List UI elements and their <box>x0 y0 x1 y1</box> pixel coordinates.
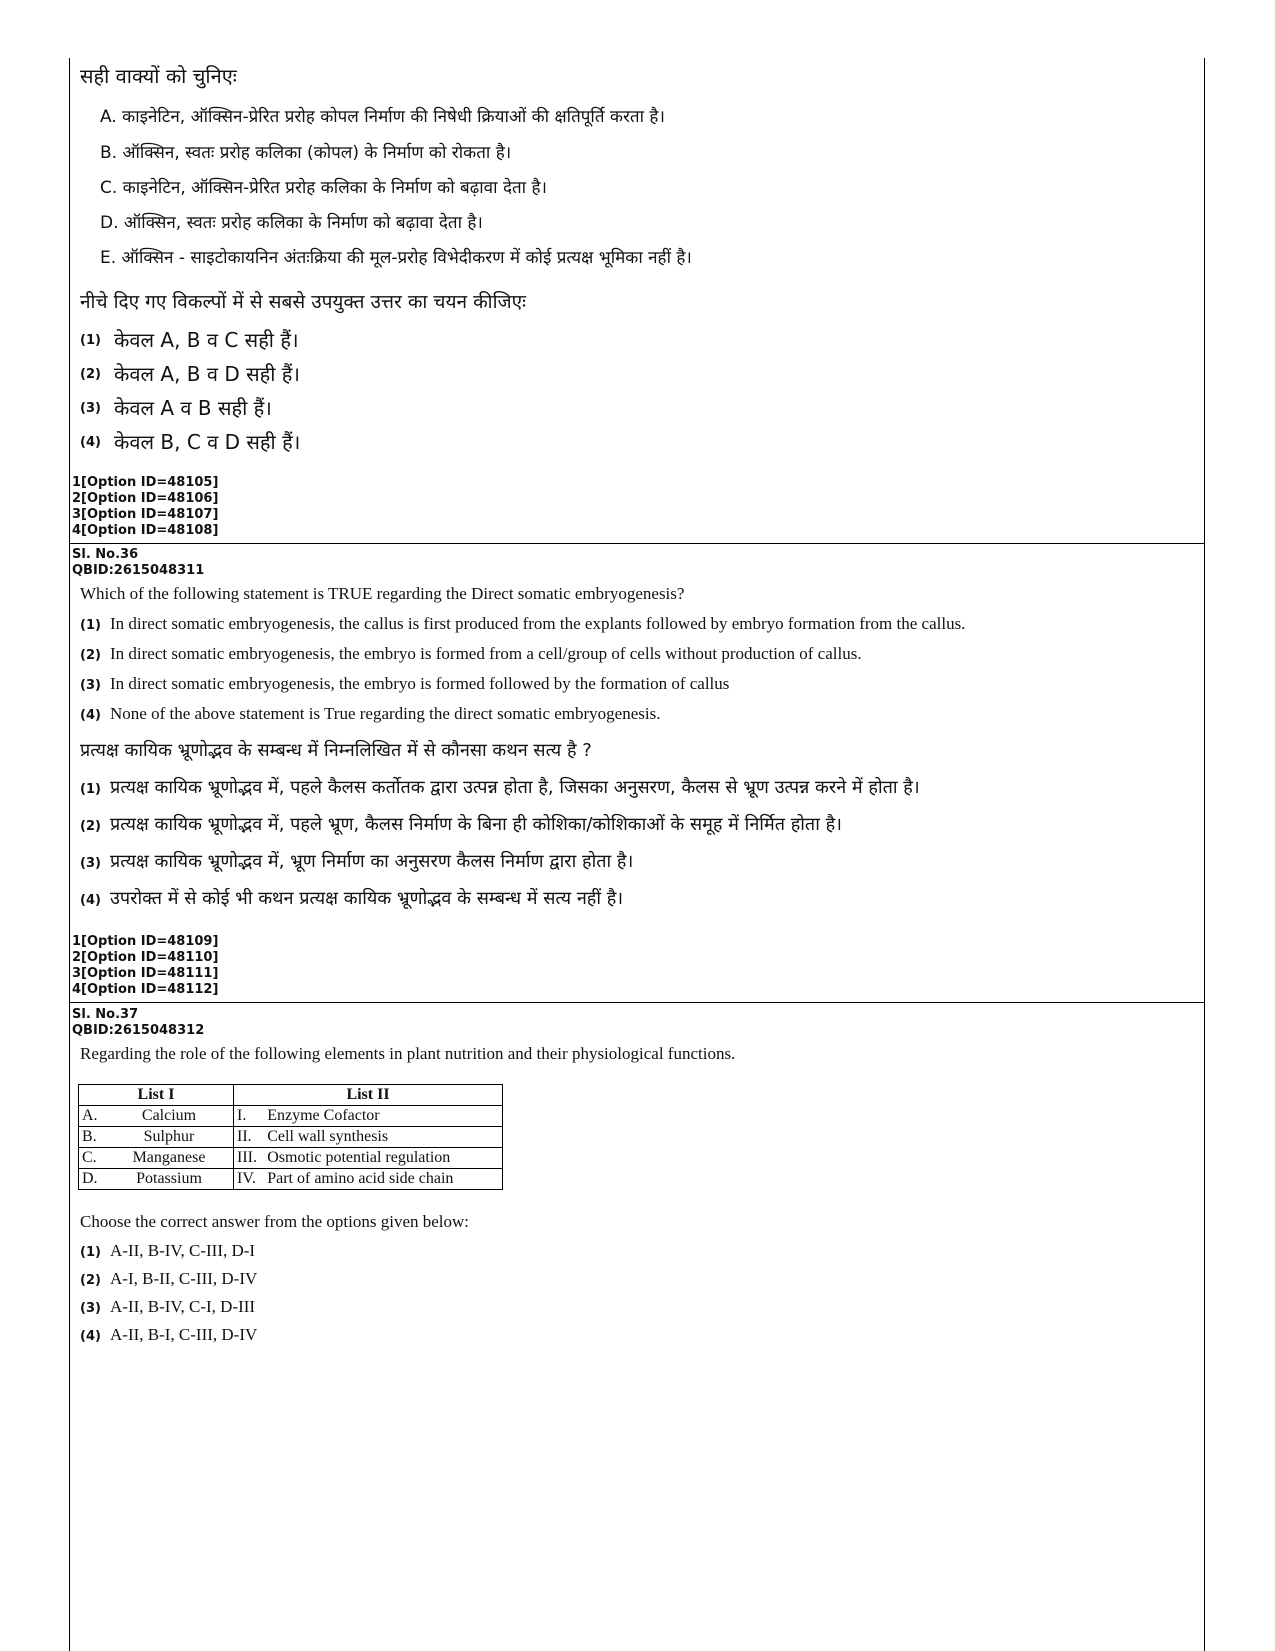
question-divider <box>69 543 1205 544</box>
table-row <box>79 1106 503 1127</box>
option-number: (4) <box>80 435 101 450</box>
option-id: 3[Option ID=48107] <box>72 507 219 522</box>
left-border <box>69 58 70 1651</box>
option-number: (2) <box>80 819 101 834</box>
table-cell: III. <box>234 1148 265 1169</box>
table-header: List II <box>234 1085 503 1106</box>
table-cell: Part of amino acid side chain <box>264 1169 502 1190</box>
option-text: केवल A व B सही हैं। <box>114 396 272 420</box>
table-cell: Manganese <box>105 1148 234 1169</box>
statement-e: E. ऑक्सिन - साइटोकायनिन अंतःक्रिया की मूल-प्ररोह विभेदीकरण में कोई प्रत्यक्ष भूमिका नहीं है। <box>100 248 692 268</box>
option-text: None of the above statement is True regarding the direct somatic embryogenesis. <box>110 704 661 723</box>
option-number: (2) <box>80 648 101 663</box>
statement-b: B. ऑक्सिन, स्वतः प्ररोह कलिका (कोपल) के निर्माण को रोकता है। <box>100 143 512 163</box>
option-text: उपरोक्त में से कोई भी कथन प्रत्यक्ष कायिक भ्रूणोद्भव के सम्बन्ध में सत्य नहीं है। <box>110 888 624 909</box>
option-id: 1[Option ID=48105] <box>72 475 219 490</box>
option-text: A-II, B-I, C-III, D-IV <box>110 1325 258 1344</box>
question-text: Regarding the role of the following elements in plant nutrition and their physiological functions. <box>80 1044 736 1063</box>
option-text: प्रत्यक्ष कायिक भ्रूणोद्भव में, भ्रूण निर्माण का अनुसरण कैलस निर्माण द्वारा होता है। <box>110 851 634 872</box>
option-id: 4[Option ID=48108] <box>72 523 219 538</box>
option-text: प्रत्यक्ष कायिक भ्रूणोद्भव में, पहले कैलस कर्तोतक द्वारा उत्पन्न होता है, जिसका अनुसरण, कैलस से भ्रूण उत्पन्न करने में होता है। <box>110 777 920 798</box>
table-cell: C. <box>79 1148 106 1169</box>
table-cell: Calcium <box>105 1106 234 1127</box>
option-number: (4) <box>80 708 101 723</box>
question-text-hi: प्रत्यक्ष कायिक भ्रूणोद्भव के सम्बन्ध में निम्नलिखित में से कौनसा कथन सत्य है ? <box>80 740 592 761</box>
answer-prompt: Choose the correct answer from the options given below: <box>80 1212 470 1231</box>
answer-prompt: नीचे दिए गए विकल्पों में से सबसे उपयुक्त उत्तर का चयन कीजिएः <box>80 291 526 313</box>
option-number: (3) <box>80 856 101 871</box>
option-text: In direct somatic embryogenesis, the embryo is formed from a cell/group of cells without production of callus. <box>110 644 862 663</box>
option-number: (3) <box>80 1301 101 1316</box>
option-number: (4) <box>80 893 101 908</box>
option-number: (4) <box>80 1329 101 1344</box>
option-id: 4[Option ID=48112] <box>72 982 219 997</box>
option-number: (2) <box>80 1273 101 1288</box>
option-text: केवल A, B व D सही हैं। <box>114 362 300 386</box>
qbid: QBID:2615048312 <box>72 1023 205 1038</box>
right-border <box>1204 58 1205 1651</box>
serial-number: Sl. No.37 <box>72 1007 139 1022</box>
option-id: 3[Option ID=48111] <box>72 966 219 981</box>
table-cell: Cell wall synthesis <box>264 1127 502 1148</box>
table-header-row <box>79 1085 503 1106</box>
option-number: (2) <box>80 367 101 382</box>
option-text: In direct somatic embryogenesis, the embryo is formed followed by the formation of callus <box>110 674 730 693</box>
statement-a: A. काइनेटिन, ऑक्सिन-प्रेरित प्ररोह कोपल निर्माण की निषेधी क्रियाओं की क्षतिपूर्ति करता है। <box>100 107 665 127</box>
option-text: In direct somatic embryogenesis, the callus is first produced from the explants followed by embryo formation from the callus. <box>110 614 966 633</box>
option-number: (1) <box>80 1245 101 1260</box>
option-number: (1) <box>80 618 101 633</box>
option-id: 2[Option ID=48110] <box>72 950 219 965</box>
option-number: (3) <box>80 678 101 693</box>
option-text: केवल B, C व D सही हैं। <box>114 430 301 454</box>
option-number: (1) <box>80 333 101 348</box>
match-table <box>78 1084 503 1190</box>
option-number: (1) <box>80 782 101 797</box>
instruction-text: सही वाक्यों को चुनिएः <box>80 64 237 88</box>
table-cell: Sulphur <box>105 1127 234 1148</box>
table-cell: Osmotic potential regulation <box>264 1148 502 1169</box>
match-table-wrapper <box>78 1084 503 1190</box>
question-divider <box>69 1002 1205 1003</box>
table-cell: Potassium <box>105 1169 234 1190</box>
option-text: A-II, B-IV, C-III, D-I <box>110 1241 256 1260</box>
table-cell: II. <box>234 1127 265 1148</box>
table-cell: Enzyme Cofactor <box>264 1106 502 1127</box>
option-text: A-I, B-II, C-III, D-IV <box>110 1269 258 1288</box>
table-row <box>79 1127 503 1148</box>
table-row <box>79 1169 503 1190</box>
option-number: (3) <box>80 401 101 416</box>
table-cell: B. <box>79 1127 106 1148</box>
table-cell: IV. <box>234 1169 265 1190</box>
table-cell: I. <box>234 1106 265 1127</box>
qbid: QBID:2615048311 <box>72 563 205 578</box>
option-text: A-II, B-IV, C-I, D-III <box>110 1297 256 1316</box>
table-row <box>79 1148 503 1169</box>
option-text: केवल A, B व C सही हैं। <box>114 328 299 352</box>
table-cell: D. <box>79 1169 106 1190</box>
statement-d: D. ऑक्सिन, स्वतः प्ररोह कलिका के निर्माण को बढ़ावा देता है। <box>100 213 483 233</box>
option-id: 1[Option ID=48109] <box>72 934 219 949</box>
statement-c: C. काइनेटिन, ऑक्सिन-प्रेरित प्ररोह कलिका के निर्माण को बढ़ावा देता है। <box>100 178 547 198</box>
question-text-en: Which of the following statement is TRUE regarding the Direct somatic embryogenesis? <box>80 584 685 603</box>
option-id: 2[Option ID=48106] <box>72 491 219 506</box>
table-header: List I <box>79 1085 234 1106</box>
serial-number: Sl. No.36 <box>72 547 139 562</box>
table-cell: A. <box>79 1106 106 1127</box>
option-text: प्रत्यक्ष कायिक भ्रूणोद्भव में, पहले भ्रूण, कैलस निर्माण के बिना ही कोशिका/कोशिकाओं के समूह में निर्मित होता है। <box>110 814 842 835</box>
